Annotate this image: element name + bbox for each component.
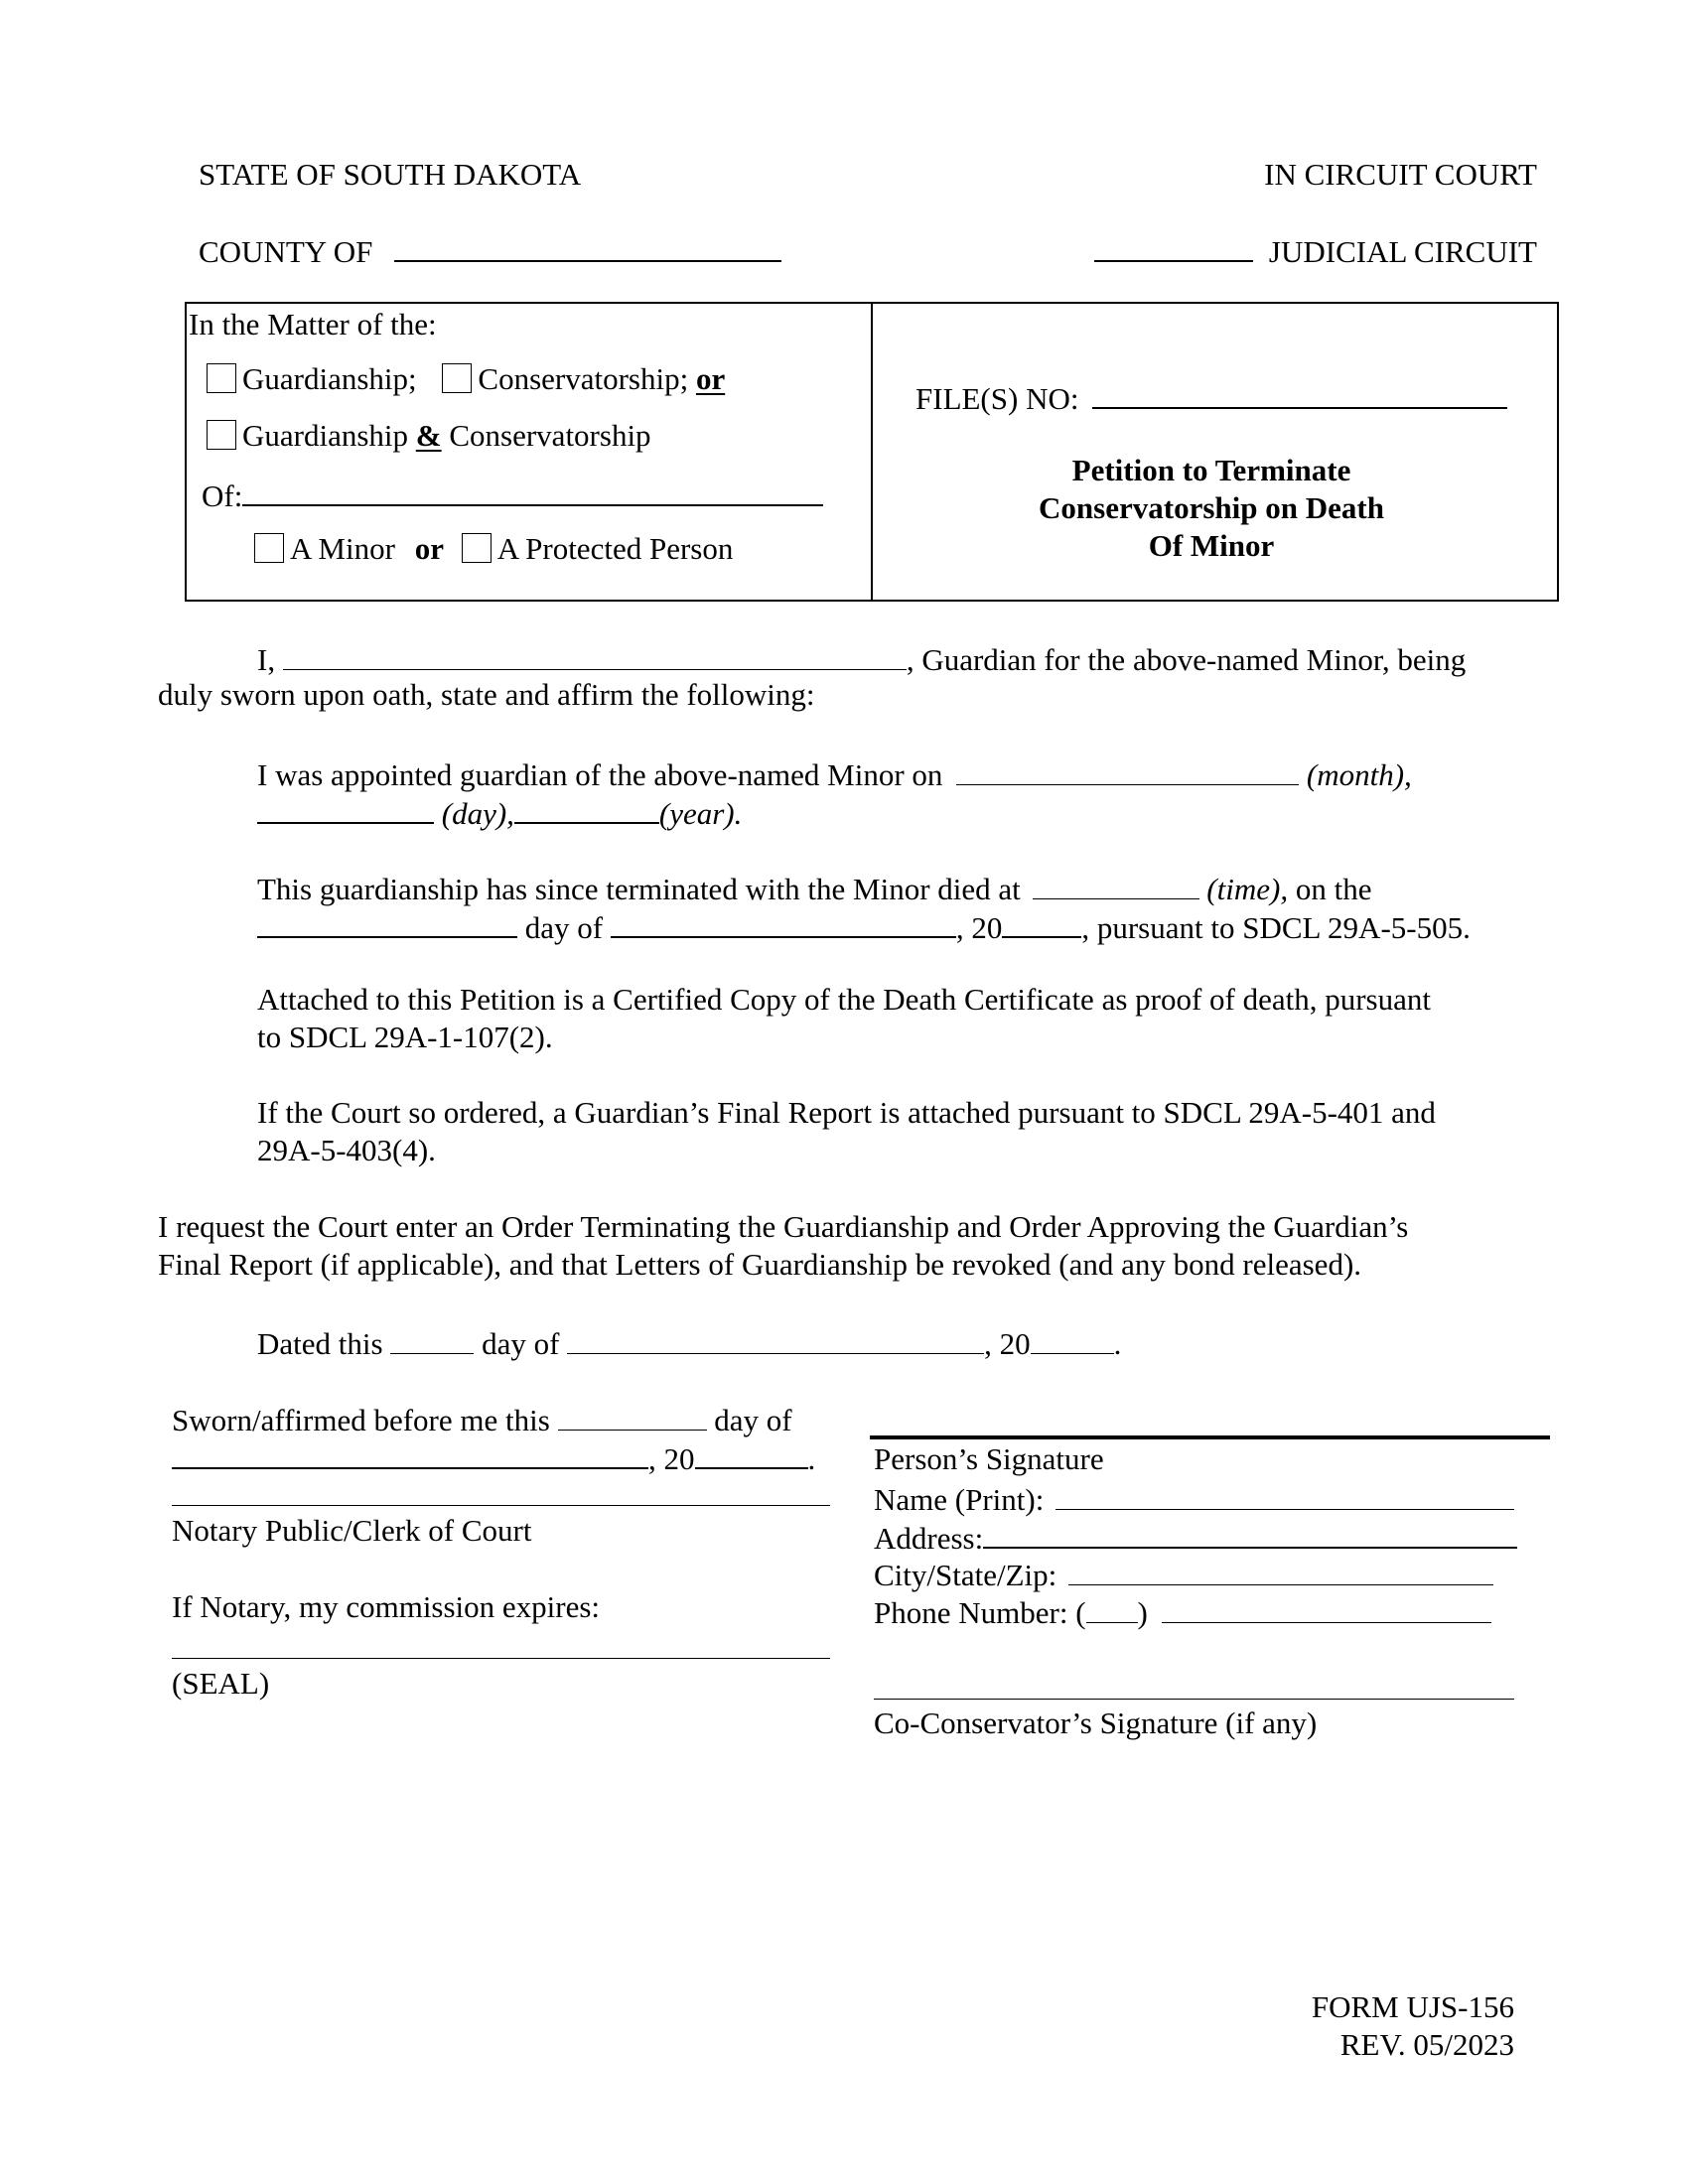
protected-person-checkbox[interactable] — [462, 533, 492, 563]
circuit-row — [1094, 229, 1537, 272]
notary-signature-line[interactable] — [172, 1505, 830, 1506]
guardian-name-field[interactable] — [283, 638, 907, 670]
revision-date: REV. 05/2023 — [1339, 2027, 1514, 2062]
phone-close-paren: ) — [1137, 1595, 1148, 1630]
terminated-text: This guardianship has since terminated with the Minor died at — [257, 872, 1021, 906]
circuit-number-field[interactable] — [1094, 229, 1253, 262]
dated-day-of-label: day of — [482, 1326, 560, 1361]
appointed-day-field[interactable] — [257, 791, 434, 824]
dated-this-label: Dated this — [257, 1326, 383, 1361]
appointed-line-1 — [257, 753, 1412, 795]
document-title — [993, 452, 1430, 565]
death-day-field[interactable] — [257, 905, 517, 938]
sworn-label: Sworn/affirmed before me this — [172, 1403, 550, 1437]
phone-number-field[interactable] — [1162, 1591, 1491, 1623]
matter-label: In the Matter of the: — [189, 307, 437, 341]
pursuant-505: , pursuant to SDCL 29A-5-505. — [1081, 910, 1471, 945]
appointed-text: I was appointed guardian of the above-named Minor on — [257, 757, 943, 792]
request-line-2: Final Report (if applicable), and that Letters of Guardianship be revoked (and any bond released). — [158, 1247, 1362, 1282]
or-label: or — [695, 361, 726, 396]
sworn-day-of-label: day of — [714, 1403, 792, 1437]
appointed-month-field[interactable] — [956, 753, 1299, 785]
request-line-1: I request the Court enter an Order Terminating the Guardianship and Order Approving the Guardian’s — [158, 1209, 1409, 1244]
person-signature-line[interactable] — [870, 1435, 1550, 1439]
ampersand-label: & — [415, 418, 442, 453]
city-state-zip-label: City/State/Zip: — [874, 1558, 1057, 1592]
intro-i: I, — [257, 642, 276, 677]
final-line-1: If the Court so ordered, a Guardian’s Final Report is attached pursuant to SDCL 29A-5-401 and — [257, 1095, 1436, 1130]
phone-label: Phone Number: ( — [874, 1595, 1086, 1630]
of-row — [202, 474, 823, 516]
of-name-field[interactable] — [242, 474, 823, 506]
commission-line[interactable] — [172, 1658, 830, 1659]
caption-divider — [871, 304, 873, 600]
case-type-row-1 — [207, 360, 725, 399]
address-field[interactable] — [983, 1516, 1517, 1549]
dated-day-field[interactable] — [390, 1322, 474, 1354]
death-time-field[interactable] — [1033, 868, 1199, 899]
guardianship-checkbox[interactable] — [207, 363, 236, 393]
title-line-2: Conservatorship on Death — [1039, 490, 1384, 525]
co-conservator-label: Co-Conservator’s Signature (if any) — [874, 1706, 1318, 1740]
address-row — [874, 1516, 1517, 1559]
attached-line-1: Attached to this Petition is a Certified Copy of the Death Certificate as proof of death, pursuant — [257, 982, 1431, 1017]
state-heading: STATE OF SOUTH DAKOTA — [199, 157, 582, 192]
title-line-1: Petition to Terminate — [1071, 453, 1351, 487]
dated-period: . — [1113, 1326, 1122, 1361]
protected-person-label: A Protected Person — [496, 531, 734, 566]
month-label: (month), — [1306, 757, 1412, 792]
case-type-row-2 — [207, 417, 651, 456]
co-conservator-signature-line[interactable] — [874, 1699, 1514, 1700]
file-label: FILE(S) NO: — [915, 381, 1079, 416]
file-row — [915, 376, 1507, 419]
guardianship-and-conservatorship-checkbox[interactable] — [207, 420, 236, 450]
notary-label: Notary Public/Clerk of Court — [172, 1513, 532, 1548]
county-field[interactable] — [394, 229, 781, 262]
sworn-row-2 — [172, 1436, 815, 1479]
intro-line-2: duly sworn upon oath, state and affirm the following: — [158, 677, 815, 712]
conservatorship-label-2: Conservatorship — [449, 418, 651, 453]
person-signature-label: Person’s Signature — [874, 1441, 1104, 1476]
sworn-day-field[interactable] — [558, 1399, 707, 1431]
dated-row — [257, 1322, 1121, 1364]
guardianship-label-2: Guardianship — [242, 418, 409, 453]
terminated-line-2 — [257, 905, 1471, 948]
address-label: Address: — [874, 1521, 984, 1556]
death-month-field[interactable] — [611, 905, 956, 938]
attached-line-2: to SDCL 29A-1-107(2). — [257, 1020, 553, 1054]
conservatorship-label: Conservatorship; — [478, 361, 689, 396]
sworn-month-field[interactable] — [172, 1436, 648, 1469]
death-year-field[interactable] — [1002, 905, 1081, 938]
on-the-label: on the — [1295, 872, 1372, 906]
death-day-of-label: day of — [524, 910, 604, 945]
guardianship-label: Guardianship; — [242, 361, 417, 396]
title-line-3: Of Minor — [1148, 528, 1275, 563]
form-number: FORM UJS-156 — [1311, 1989, 1514, 2024]
seal-label: (SEAL) — [172, 1666, 270, 1701]
dated-year-field[interactable] — [1031, 1322, 1114, 1354]
terminated-line-1 — [257, 868, 1371, 909]
court-heading: IN CIRCUIT COURT — [1264, 157, 1537, 192]
sworn-period: . — [807, 1441, 816, 1476]
dated-20-label: , 20 — [984, 1326, 1031, 1361]
intro-line-1 — [257, 638, 1466, 680]
death-20-label: , 20 — [955, 910, 1003, 945]
conservatorship-checkbox[interactable] — [442, 363, 472, 393]
county-row — [199, 229, 781, 272]
minor-checkbox[interactable] — [254, 533, 284, 563]
dated-month-field[interactable] — [567, 1322, 984, 1354]
name-print-label: Name (Print): — [874, 1482, 1045, 1517]
phone-area-code-field[interactable] — [1086, 1591, 1138, 1623]
name-row — [874, 1478, 1514, 1520]
sworn-20-label: , 20 — [648, 1441, 695, 1476]
name-print-field[interactable] — [1055, 1478, 1514, 1510]
final-line-2: 29A-5-403(4). — [257, 1133, 436, 1167]
city-row — [874, 1554, 1493, 1595]
appointed-year-field[interactable] — [514, 791, 659, 824]
county-label: COUNTY OF — [199, 234, 373, 269]
appointed-line-2 — [257, 791, 742, 834]
city-state-zip-field[interactable] — [1068, 1554, 1493, 1585]
year-label: (year). — [658, 796, 743, 831]
day-label: (day), — [441, 796, 514, 831]
sworn-year-field[interactable] — [695, 1436, 808, 1469]
or-label-2: or — [414, 531, 444, 566]
minor-label: A Minor — [290, 531, 395, 566]
of-label: Of: — [202, 478, 243, 513]
circuit-label: JUDICIAL CIRCUIT — [1268, 234, 1537, 269]
person-type-row — [254, 530, 733, 569]
sworn-row — [172, 1399, 792, 1440]
commission-label: If Notary, my commission expires: — [172, 1589, 601, 1624]
phone-row — [874, 1591, 1491, 1633]
file-number-field[interactable] — [1092, 376, 1507, 409]
time-label: (time), — [1206, 872, 1289, 906]
intro-rest: , Guardian for the above-named Minor, being — [906, 642, 1467, 677]
